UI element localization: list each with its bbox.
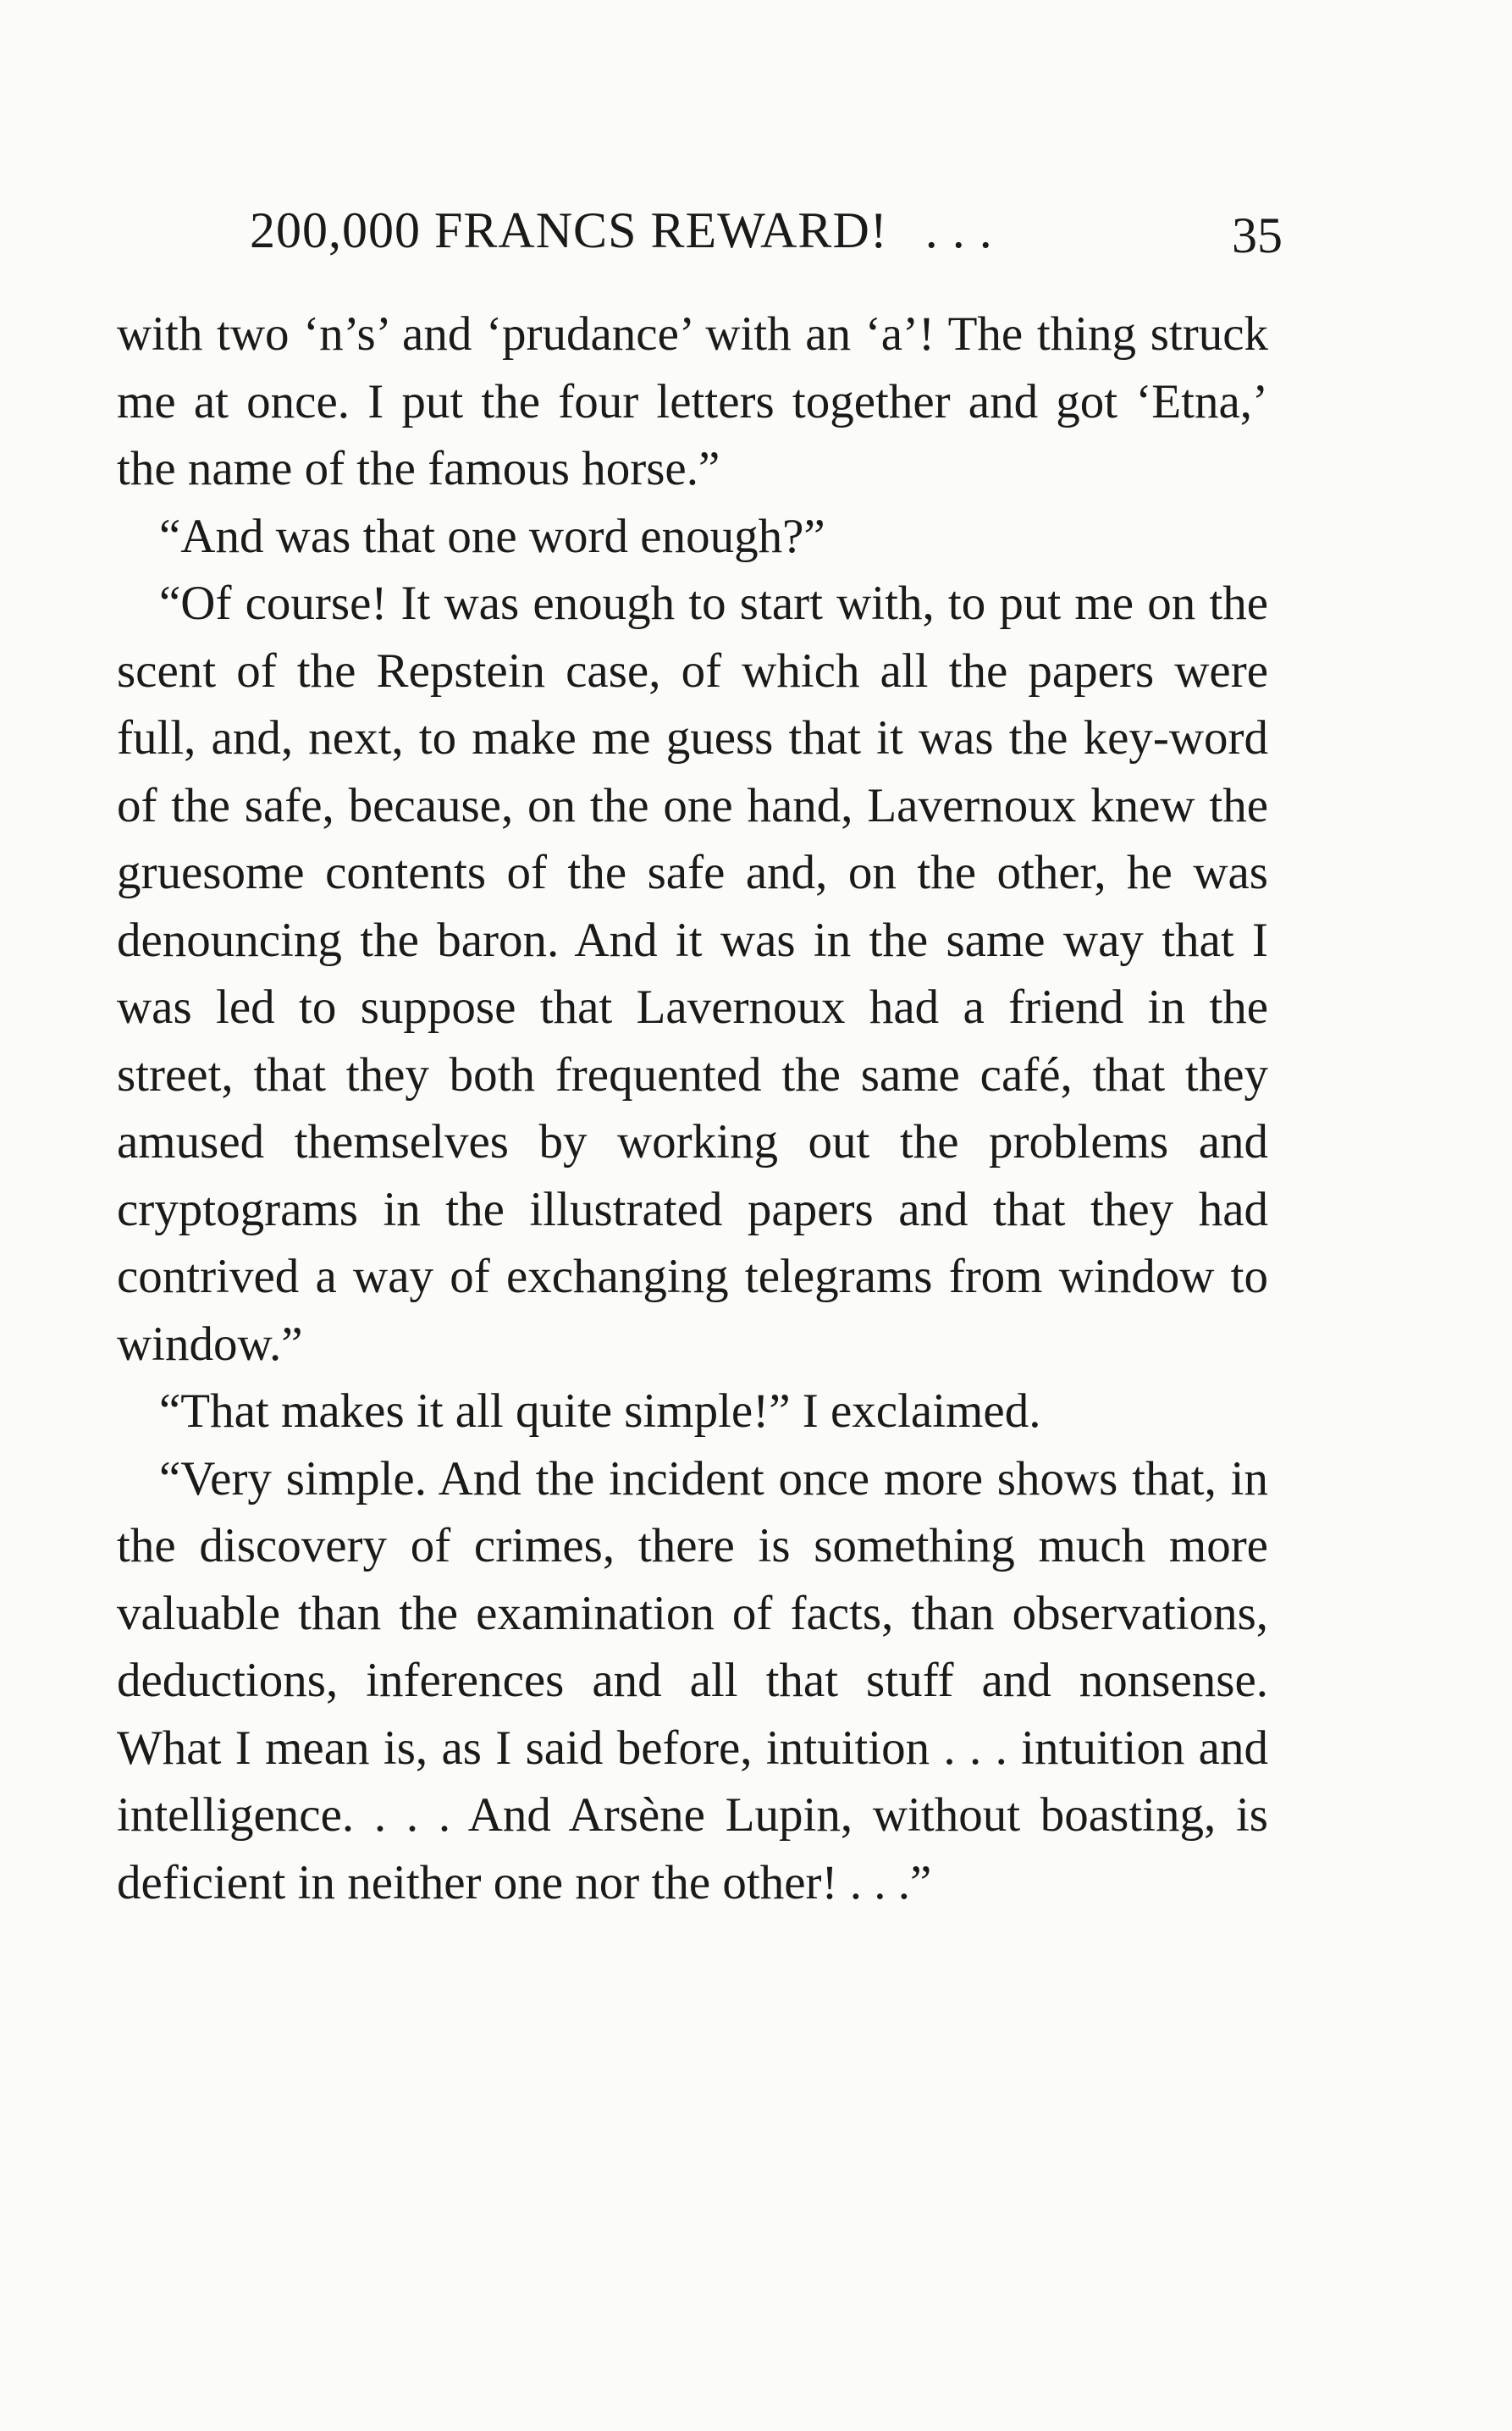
paragraph-4: “That makes it all quite simple!” I exclaimed. <box>159 1384 1041 1438</box>
running-title-ellipsis: . . . <box>924 202 993 258</box>
page-number: 35 <box>1232 207 1283 263</box>
paragraph-5: “Very simple. And the incident once more shows that, in the discovery of crimes, there is something much more valuable than the examination of facts, than observations, deductions, inferences and all that stuff and nonsense. What I mean is, as I said before, intuition . . . intuition and intelligence. . . . And Arsène Lupin, without boasting, is deficient in neither one nor the other! . . .” <box>117 1451 1268 1909</box>
running-title: 200,000 FRANCS REWARD! <box>250 202 888 258</box>
page-header <box>241 202 1283 269</box>
paragraph-3: “Of course! It was enough to start with, to put me on the scent of the Repstein case, of which all the papers were full, and, next, to make me guess that it was the key-word of the safe, because, on the one hand, Lavernoux knew the gruesome contents of the safe and, on the other, he was denouncing the baron. And it was in the same way that I was led to suppose that Lavernoux had a friend in the street, that they both frequented the same café, that they amused themselves by working out the problems and cryptograms in the illustrated papers and that they had contrived a way of exchanging telegrams from window to window.” <box>117 577 1268 1371</box>
paragraph-1: with two ‘n’s’ and ‘prudance’ with an ‘a’! The thing struck me at once. I put the four letters together and got ‘Etna,’ the name of the famous horse.” <box>117 307 1268 495</box>
running-head <box>250 202 993 260</box>
paragraph-2: “And was that one word enough?” <box>159 509 825 563</box>
body-text <box>117 301 1268 1916</box>
